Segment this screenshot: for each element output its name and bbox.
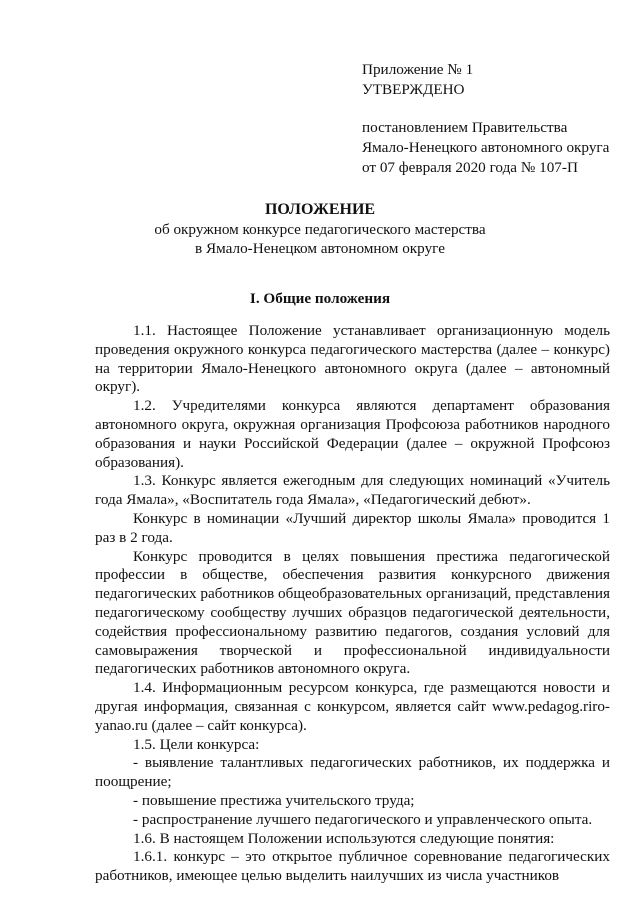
paragraph-director: Конкурс в номинации «Лучший директор школы Ямала» проводится 1 раз в 2 года. — [95, 509, 610, 546]
list-item-goal-2: - повышение престижа учительского труда; — [133, 791, 415, 809]
document-body — [95, 322, 610, 886]
paragraph-1-4: 1.4. Информационным ресурсом конкурса, где размещаются новости и другая информация, связанная с конкурсом, является сайт www.pedagog.riro-yanao.ru (далее – сайт конкурса). — [95, 679, 610, 734]
spacer — [362, 100, 609, 118]
decree-date: от 07 февраля 2020 года № 107-П — [362, 159, 578, 176]
paragraph-1-2: 1.2. Учредителями конкурса являются департамент образования автономного округа, окружная организация Профсоюза работников народного образования и науки Российской Федерации (далее – окружной Профсоюз образования). — [95, 397, 610, 471]
subtitle-line-2: в Ямало-Ненецком автономном округе — [195, 240, 445, 257]
subtitle-line-1: об окружном конкурсе педагогического мастерства — [154, 221, 486, 238]
appendix-number: Приложение № 1 — [362, 61, 474, 78]
paragraph-1-5: 1.5. Цели конкурса: — [133, 735, 260, 753]
document-title: ПОЛОЖЕНИЕ — [264, 201, 376, 218]
approval-block — [362, 60, 609, 178]
paragraph-1-6-1: 1.6.1. конкурс – это открытое публичное соревнование педагогических работников, имеющее целью выделить наилучших из числа участников — [95, 848, 610, 885]
decree-authority: Ямало-Ненецкого автономного округа — [362, 139, 610, 156]
list-item-goal-1: - выявление талантливых педагогических работников, их поддержка и поощрение; — [95, 754, 610, 791]
decree-line: постановлением Правительства — [362, 119, 568, 136]
paragraph-purpose: Конкурс проводится в целях повышения престижа педагогической профессии в обществе, обеспечения развития конкурсного движения педагогических работников общеобразовательных организаций, представления педагогическому сообществу лучших образцов педагогической деятельности, содействия профессиональному развитию педагогов, создания условий для самовыражения творческой и профессиональной индивидуальности педагогических работников автономного округа. — [95, 547, 610, 678]
list-item-goal-3: - распространение лучшего педагогического и управленческого опыта. — [133, 810, 593, 828]
approved-label: УТВЕРЖДЕНО — [362, 81, 465, 98]
paragraph-1-1: 1.1. Настоящее Положение устанавливает организационную модель проведения окружного конкурса педагогического мастерства (далее – конкурс) на территории Ямало-Ненецкого автономного округа (далее – автономный округ). — [95, 322, 610, 396]
paragraph-1-6: 1.6. В настоящем Положении используются следующие понятия: — [133, 829, 555, 847]
section-heading: I. Общие положения — [249, 290, 391, 307]
document-subtitle — [0, 220, 640, 258]
paragraph-1-3: 1.3. Конкурс является ежегодным для следующих номинаций «Учитель года Ямала», «Воспитатель года Ямала», «Педагогический дебют». — [95, 472, 610, 509]
